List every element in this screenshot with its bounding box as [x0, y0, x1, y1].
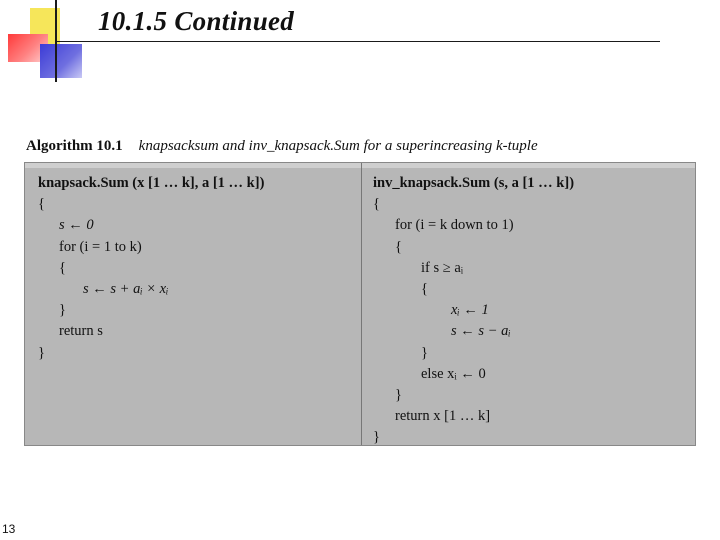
- code-line: {: [421, 280, 428, 297]
- code-line: {: [38, 196, 45, 213]
- code-line: xᵢ ← 1: [451, 302, 489, 319]
- code-line: return x [1 … k]: [395, 408, 491, 425]
- code-line: s ← s − aᵢ: [451, 323, 511, 340]
- algorithm-caption: knapsacksum and inv_knapsack.Sum for a superincreasing k-tuple: [138, 138, 538, 154]
- algorithm-heading: [26, 138, 538, 155]
- code-line: inv_knapsack.Sum (s, a [1 … k]): [373, 175, 575, 191]
- code-line: }: [38, 344, 45, 361]
- code-line: knapsack.Sum (x [1 … k], a [1 … k]): [38, 175, 265, 191]
- code-line: }: [421, 344, 428, 361]
- decor-horizontal-line: [55, 41, 660, 42]
- decor-blue-square: [40, 44, 82, 78]
- code-line: return s: [59, 323, 103, 340]
- code-line: }: [373, 429, 380, 446]
- code-line: }: [59, 302, 66, 319]
- code-line: {: [395, 238, 402, 255]
- knapsack-sum-code: [38, 173, 264, 364]
- page-number: 13: [2, 522, 16, 536]
- code-line: for (i = k down to 1): [395, 217, 514, 234]
- code-line: s ← s + aᵢ × xᵢ: [83, 280, 169, 297]
- code-line: if s ≥ aᵢ: [421, 259, 464, 276]
- inv-knapsack-sum-code: [373, 173, 574, 448]
- code-line: {: [59, 259, 66, 276]
- algorithm-number: Algorithm 10.1: [26, 138, 123, 154]
- code-line: for (i = 1 to k): [59, 238, 142, 255]
- algorithm-table: [24, 162, 696, 446]
- code-line: s ← 0: [59, 217, 94, 234]
- code-line: }: [395, 386, 402, 403]
- slide-title: 10.1.5 Continued: [98, 6, 295, 36]
- code-line: else xᵢ ← 0: [421, 365, 486, 382]
- table-top-band: [25, 163, 695, 168]
- code-line: {: [373, 196, 380, 213]
- table-column-divider: [361, 163, 362, 445]
